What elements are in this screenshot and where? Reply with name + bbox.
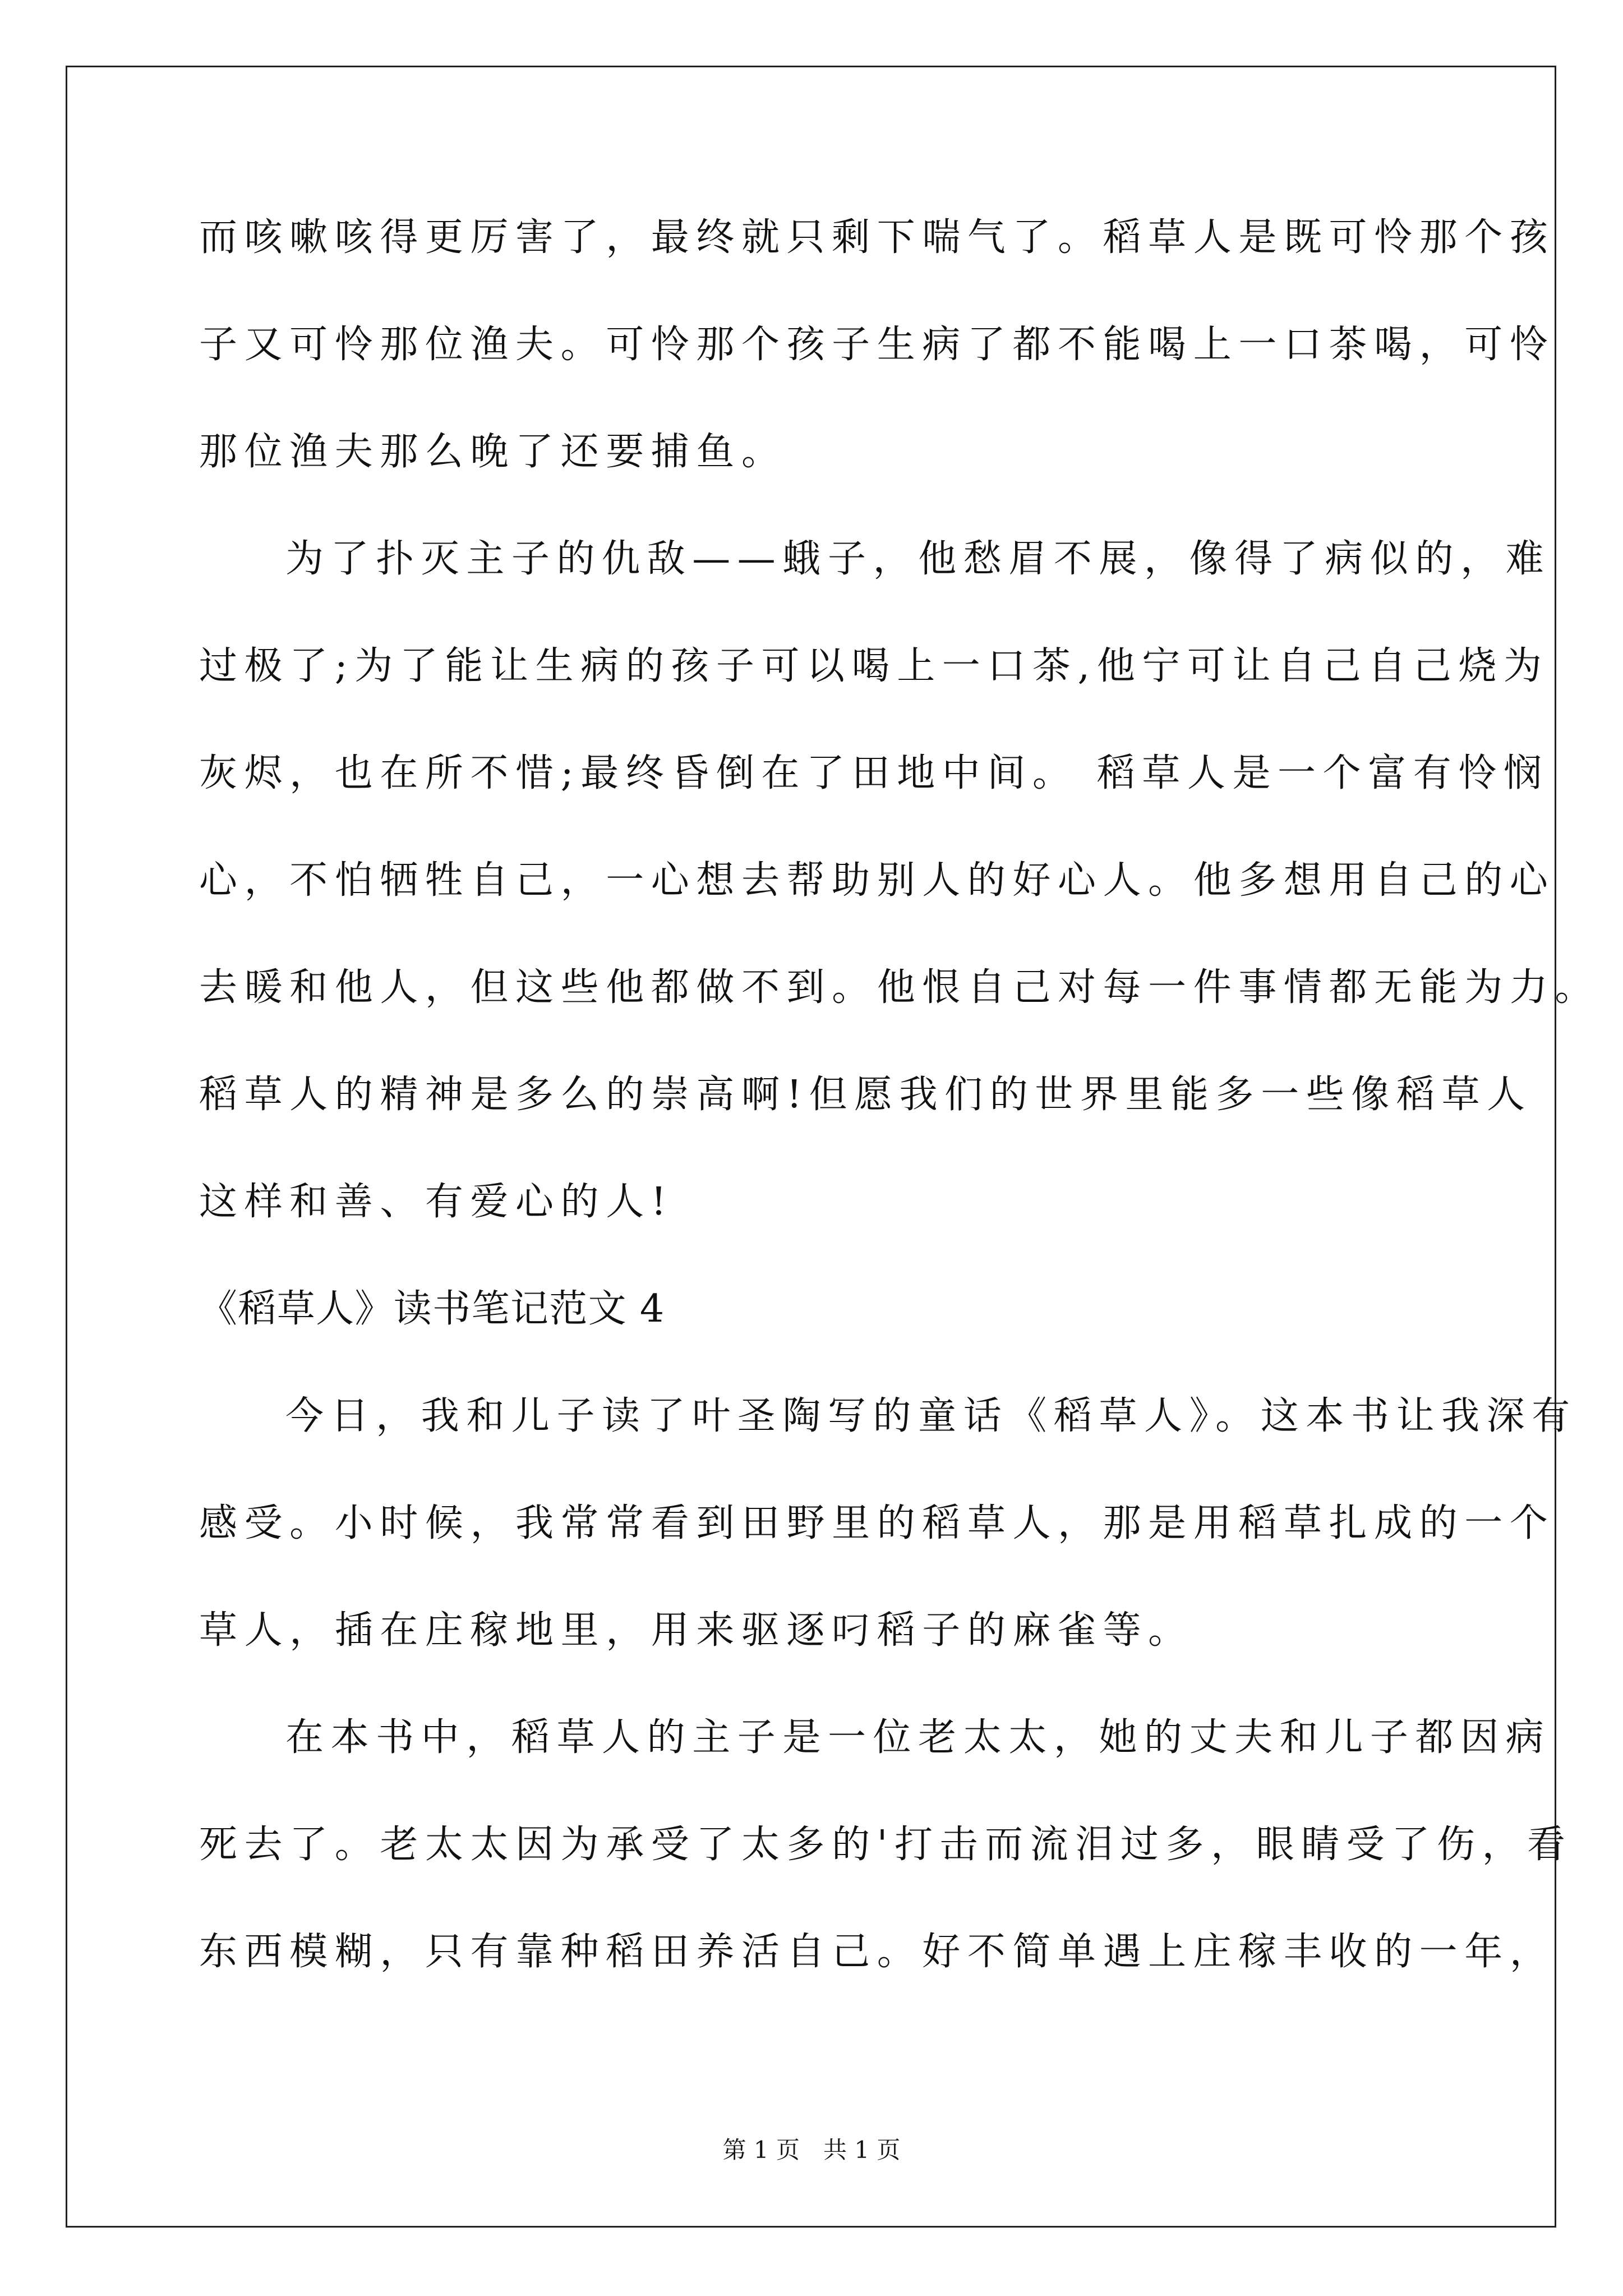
text-line: 灰烬，也在所不惜;最终昏倒在了田地中间。 稻草人是一个富有怜悯 <box>199 751 1549 795</box>
text-line: 死去了。老太太因为承受了太多的'打击而流泪过多，眼睛受了伤，看 <box>199 1823 1573 1867</box>
text-line: 感受。小时候，我常常看到田野里的稻草人，那是用稻草扎成的一个 <box>199 1501 1555 1545</box>
text-line: 而咳嗽咳得更厉害了，最终就只剩下喘气了。稻草人是既可怜那个孩 <box>199 215 1555 260</box>
text-line: 东西模糊，只有靠种稻田养活自己。好不简单遇上庄稼丰收的一年， <box>199 1930 1555 1974</box>
text-line: 去暖和他人，但这些他都做不到。他恨自己对每一件事情都无能为力。 <box>199 965 1600 1010</box>
text-line: 子又可怜那位渔夫。可怜那个孩子生病了都不能喝上一口茶喝，可怜 <box>199 323 1555 367</box>
text-line: 稻草人的精神是多么的崇高啊!但愿我们的世界里能多一些像稻草人 <box>199 1073 1532 1117</box>
text-line: 在本书中，稻草人的主子是一位老太太，她的丈夫和儿子都因病 <box>285 1715 1551 1760</box>
text-line: 心，不怕牺牲自己，一心想去帮助别人的好心人。他多想用自己的心 <box>199 858 1555 903</box>
page-number-footer: 第 1 页 共 1 页 <box>722 2136 901 2164</box>
document-body <box>199 213 1600 2035</box>
text-line: 今日，我和儿子读了叶圣陶写的童话《稻草人》。这本书让我深有 <box>285 1394 1577 1438</box>
text-line: 过极了;为了能让生病的孩子可以喝上一口茶,他宁可让自己自己烧为 <box>199 644 1549 688</box>
section-heading: 《稻草人》读书笔记范文 4 <box>199 1287 665 1331</box>
text-line: 那位渔夫那么晚了还要捕鱼。 <box>199 430 787 474</box>
text-line: 草人，插在庄稼地里，用来驱逐叼稻子的麻雀等。 <box>199 1608 1193 1653</box>
text-line: 这样和善、有爱心的人! <box>199 1180 674 1224</box>
text-line: 为了扑灭主子的仇敌——蛾子，他愁眉不展，像得了病似的，难 <box>285 537 1551 581</box>
